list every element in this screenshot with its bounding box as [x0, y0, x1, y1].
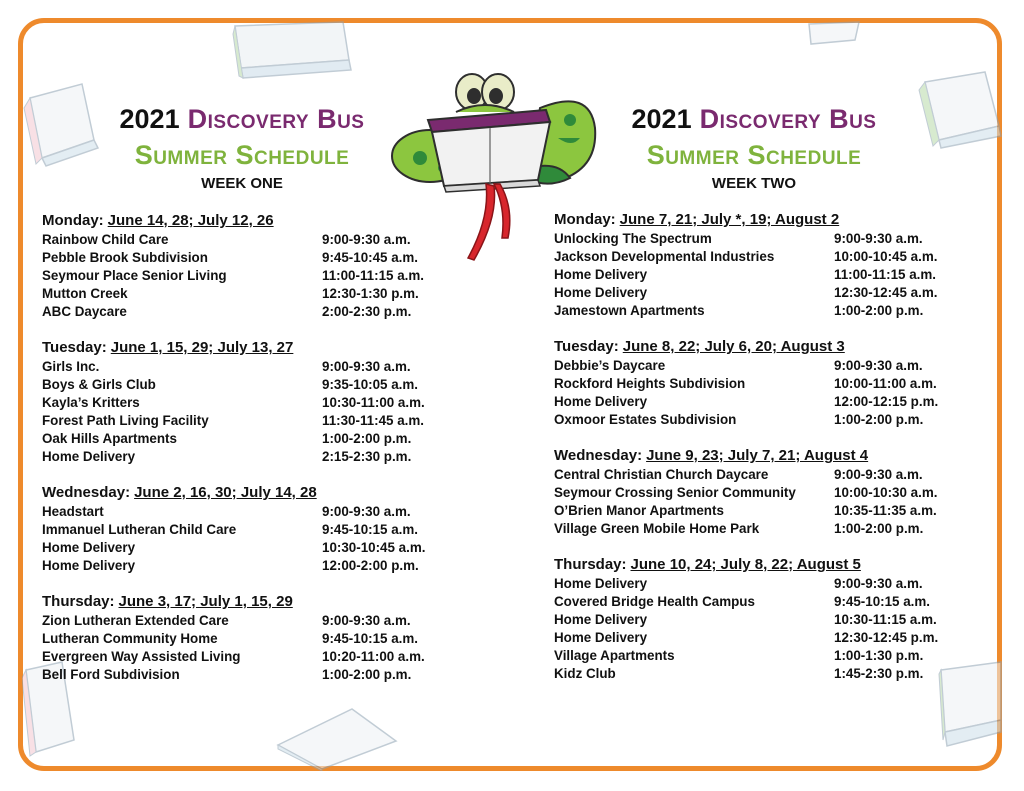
stop-time: 9:00-9:30 a.m. [834, 576, 923, 591]
day-dates: June 2, 16, 30; July 14, 28 [134, 484, 317, 501]
stop-time: 9:45-10:15 a.m. [834, 594, 931, 609]
stop-place: Mutton Creek [42, 286, 128, 301]
stop-time: 1:00-2:00 p.m. [322, 667, 412, 682]
stop-place: Boys & Girls Club [42, 377, 156, 392]
day-block-wednesday [42, 483, 442, 575]
stop-row [554, 466, 954, 484]
stop-time: 10:00-10:30 a.m. [834, 485, 938, 500]
day-dates: June 14, 28; July 12, 26 [107, 212, 274, 229]
stop-time: 9:00-9:30 a.m. [322, 504, 411, 519]
stop-row [42, 376, 442, 394]
day-heading [554, 337, 954, 357]
stop-row [42, 630, 442, 648]
stop-time: 9:00-9:30 a.m. [834, 231, 923, 246]
stop-time: 1:00-2:00 p.m. [834, 521, 924, 536]
stop-time: 12:30-1:30 p.m. [322, 286, 419, 301]
stop-row [42, 666, 442, 684]
stop-place: Kayla’s Kritters [42, 395, 140, 410]
stop-row [554, 230, 954, 248]
stop-row [554, 248, 954, 266]
title-brand: Discovery Bus [187, 104, 365, 134]
stop-place: Covered Bridge Health Campus [554, 594, 755, 609]
stop-row [554, 665, 954, 683]
day-dates: June 1, 15, 29; July 13, 27 [110, 339, 294, 356]
day-dates: June 8, 22; July 6, 20; August 3 [622, 338, 845, 355]
stop-row [554, 484, 954, 502]
stop-place: Home Delivery [42, 558, 136, 573]
day-heading [42, 211, 442, 231]
stop-place: Zion Lutheran Extended Care [42, 613, 229, 628]
stop-place: Home Delivery [42, 449, 136, 464]
stop-row [554, 266, 954, 284]
stop-time: 1:45-2:30 p.m. [834, 666, 924, 681]
day-heading [42, 338, 442, 358]
stop-row [554, 284, 954, 302]
book-stack-icon [272, 705, 402, 771]
stop-place: Home Delivery [554, 394, 648, 409]
book-stack-icon [805, 20, 865, 46]
day-dates: June 10, 24; July 8, 22; August 5 [630, 556, 861, 573]
schedule-subtitle: Summer Schedule [134, 140, 350, 170]
day-list [554, 210, 954, 700]
stop-row [554, 575, 954, 593]
stop-place: Seymour Crossing Senior Community [554, 485, 796, 500]
stop-place: Debbie’s Daycare [554, 358, 666, 373]
stop-time: 1:00-2:00 p.m. [834, 412, 924, 427]
day-block-tuesday [42, 338, 442, 466]
stop-row [554, 302, 954, 320]
stop-place: Girls Inc. [42, 359, 100, 374]
stop-place: Home Delivery [42, 540, 136, 555]
stop-row [554, 393, 954, 411]
stop-row [554, 375, 954, 393]
day-name: Monday: [42, 212, 104, 229]
stop-time: 10:20-11:00 a.m. [322, 649, 425, 664]
title-year: 2021 [119, 104, 180, 134]
stop-place: Home Delivery [554, 630, 648, 645]
title-year: 2021 [631, 104, 692, 134]
stop-place: Immanuel Lutheran Child Care [42, 522, 237, 537]
stop-row [42, 539, 442, 557]
stop-row [42, 412, 442, 430]
day-name: Tuesday: [42, 339, 107, 356]
day-heading [554, 555, 954, 575]
schedule-title [554, 104, 954, 135]
stop-time: 9:00-9:30 a.m. [322, 232, 411, 247]
schedule-title [42, 104, 442, 135]
stop-place: Rainbow Child Care [42, 232, 169, 247]
stop-place: Oak Hills Apartments [42, 431, 177, 446]
stop-place: Village Apartments [554, 648, 675, 663]
stop-row [42, 448, 442, 466]
stop-place: Home Delivery [554, 267, 648, 282]
stop-time: 9:00-9:30 a.m. [322, 359, 411, 374]
stop-place: Village Green Mobile Home Park [554, 521, 760, 536]
stop-row [42, 267, 442, 285]
stop-time: 10:30-11:00 a.m. [322, 395, 425, 410]
stop-place: O’Brien Manor Apartments [554, 503, 724, 518]
stop-row [554, 611, 954, 629]
stop-time: 10:30-11:15 a.m. [834, 612, 937, 627]
day-block-thursday [42, 592, 442, 684]
stop-time: 10:00-11:00 a.m. [834, 376, 937, 391]
stop-time: 1:00-2:00 p.m. [834, 303, 924, 318]
stop-place: Unlocking The Spectrum [554, 231, 712, 246]
week-label: WEEK ONE [201, 175, 283, 192]
stop-row [554, 629, 954, 647]
stop-time: 9:45-10:15 a.m. [322, 631, 419, 646]
stop-row [42, 358, 442, 376]
stop-row [554, 502, 954, 520]
day-name: Thursday: [42, 593, 115, 610]
stop-time: 11:30-11:45 a.m. [322, 413, 424, 428]
stop-place: Oxmoor Estates Subdivision [554, 412, 737, 427]
title-brand: Discovery Bus [699, 104, 877, 134]
stop-time: 10:00-10:45 a.m. [834, 249, 938, 264]
day-name: Wednesday: [42, 484, 131, 501]
stop-place: Home Delivery [554, 285, 648, 300]
stop-row [42, 430, 442, 448]
stop-place: Home Delivery [554, 576, 648, 591]
day-list [42, 211, 442, 701]
stop-time: 2:15-2:30 p.m. [322, 449, 412, 464]
stop-place: Seymour Place Senior Living [42, 268, 227, 283]
day-heading [42, 483, 442, 503]
stop-time: 11:00-11:15 a.m. [834, 267, 936, 282]
stop-time: 12:00-12:15 p.m. [834, 394, 939, 409]
stop-row [42, 612, 442, 630]
day-name: Thursday: [554, 556, 627, 573]
stop-time: 9:45-10:45 a.m. [322, 250, 419, 265]
stop-row [42, 285, 442, 303]
stop-place: Bell Ford Subdivision [42, 667, 180, 682]
stop-row [42, 303, 442, 321]
stop-time: 10:35-11:35 a.m. [834, 503, 937, 518]
day-heading [42, 592, 442, 612]
stop-place: Pebble Brook Subdivision [42, 250, 208, 265]
day-block-monday [42, 211, 442, 321]
day-block-monday [554, 210, 954, 320]
stop-time: 10:30-10:45 a.m. [322, 540, 426, 555]
stop-row [42, 503, 442, 521]
stop-place: Lutheran Community Home [42, 631, 218, 646]
stop-time: 9:45-10:15 a.m. [322, 522, 419, 537]
stop-row [554, 357, 954, 375]
stop-time: 1:00-2:00 p.m. [322, 431, 412, 446]
day-name: Monday: [554, 211, 616, 228]
schedule-subtitle: Summer Schedule [646, 140, 862, 170]
day-name: Wednesday: [554, 447, 643, 464]
stop-time: 9:00-9:30 a.m. [322, 613, 411, 628]
stop-row [42, 231, 442, 249]
day-block-tuesday [554, 337, 954, 429]
stop-time: 11:00-11:15 a.m. [322, 268, 424, 283]
stop-place: Central Christian Church Daycare [554, 467, 769, 482]
stop-row [42, 648, 442, 666]
stop-time: 9:35-10:05 a.m. [322, 377, 419, 392]
week-label: WEEK TWO [711, 175, 797, 192]
stop-time: 12:30-12:45 p.m. [834, 630, 939, 645]
stop-row [42, 557, 442, 575]
day-heading [554, 210, 954, 230]
book-stack-icon [225, 20, 355, 82]
day-dates: June 7, 21; July *, 19; August 2 [619, 211, 840, 228]
day-block-thursday [554, 555, 954, 683]
day-dates: June 9, 23; July 7, 21; August 4 [646, 447, 869, 464]
stop-place: Home Delivery [554, 612, 648, 627]
stop-place: Evergreen Way Assisted Living [42, 649, 241, 664]
stop-row [42, 249, 442, 267]
day-heading [554, 446, 954, 466]
stop-time: 2:00-2:30 p.m. [322, 304, 412, 319]
stop-row [42, 521, 442, 539]
stop-place: Jackson Developmental Industries [554, 249, 775, 264]
stop-time: 1:00-1:30 p.m. [834, 648, 924, 663]
stop-row [554, 593, 954, 611]
stop-place: Jamestown Apartments [554, 303, 705, 318]
stop-place: Kidz Club [554, 666, 616, 681]
stop-row [554, 411, 954, 429]
day-name: Tuesday: [554, 338, 619, 355]
stop-place: Forest Path Living Facility [42, 413, 209, 428]
stop-row [42, 394, 442, 412]
stop-time: 9:00-9:30 a.m. [834, 358, 923, 373]
stop-time: 12:00-2:00 p.m. [322, 558, 419, 573]
day-dates: June 3, 17; July 1, 15, 29 [118, 593, 293, 610]
stop-time: 9:00-9:30 a.m. [834, 467, 923, 482]
stop-row [554, 520, 954, 538]
stop-row [554, 647, 954, 665]
day-block-wednesday [554, 446, 954, 538]
stop-place: ABC Daycare [42, 304, 127, 319]
stop-place: Headstart [42, 504, 104, 519]
stop-time: 12:30-12:45 a.m. [834, 285, 938, 300]
stop-place: Rockford Heights Subdivision [554, 376, 746, 391]
